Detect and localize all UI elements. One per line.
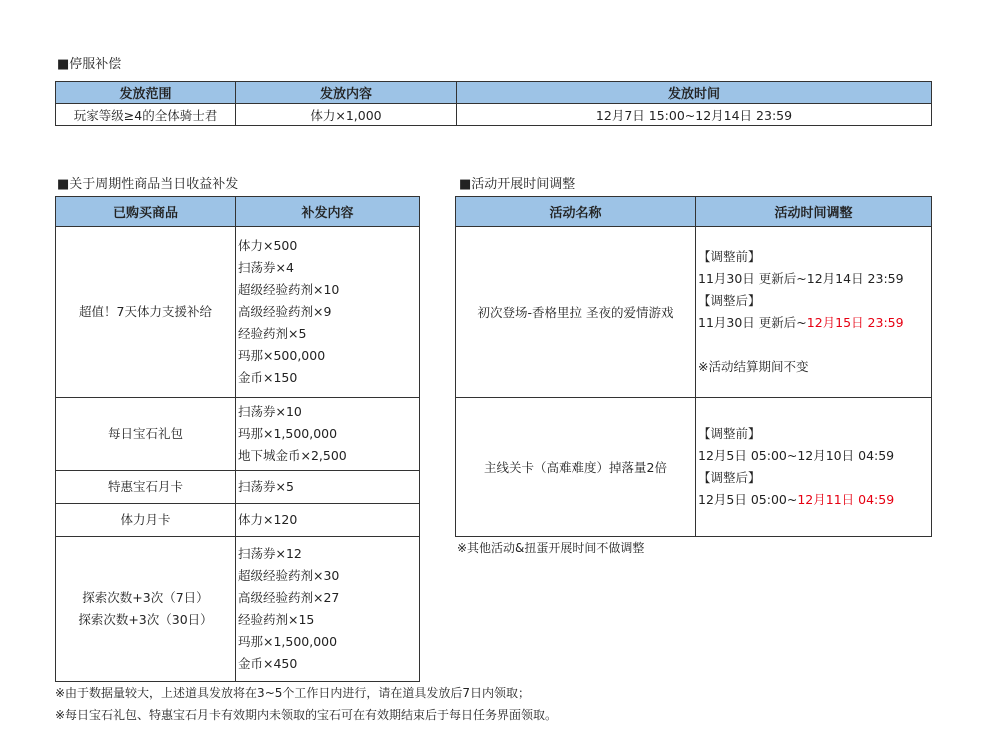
activity-name: 初次登场-香格里拉 圣夜的爱情游戏 [456, 227, 696, 398]
cell-time: 12月7日 15:00~12月14日 23:59 [457, 104, 932, 126]
supply-item: 玛那×500,000 [238, 348, 326, 363]
product-name: 每日宝石礼包 [107, 426, 183, 441]
periodic-table [55, 196, 420, 682]
header-activity-time: 活动时间调整 [696, 197, 932, 227]
after-time-highlight: 12月15日 23:59 [806, 315, 904, 330]
product-name: 超值！7天体力支援补给 [79, 304, 212, 319]
supply-item: 金币×450 [238, 656, 298, 671]
supply-item: 高级经验药剂×27 [238, 590, 340, 605]
supply-item: 经验药剂×5 [238, 326, 307, 341]
before-time: 11月30日 更新后~12月14日 23:59 [698, 271, 904, 286]
schedule-title: ■活动开展时间调整 [459, 177, 576, 192]
periodic-note-1: ※由于数据量较大，上述道具发放将在3~5个工作日内进行，请在道具发放后7日内领取； [55, 686, 531, 700]
after-label: 【调整后】 [698, 470, 761, 485]
table-row [456, 227, 932, 398]
table-row [56, 504, 420, 537]
supply-cell [236, 504, 420, 537]
schedule-table [455, 196, 932, 537]
after-time [698, 489, 931, 511]
activity-time-cell [696, 227, 932, 398]
supply-item: 扫荡券×4 [238, 260, 294, 275]
table-row [56, 471, 420, 504]
table-row [56, 227, 420, 398]
table-row [56, 398, 420, 471]
supply-item: 超级经验药剂×10 [238, 282, 340, 297]
supply-item: 地下城金币×2,500 [238, 448, 347, 463]
product-cell [56, 504, 236, 537]
header-scope: 发放范围 [56, 82, 236, 104]
after-time-highlight: 12月11日 04:59 [797, 492, 895, 507]
product-cell [56, 398, 236, 471]
header-product: 已购买商品 [56, 197, 236, 227]
after-time-prefix: 11月30日 更新后~ [698, 315, 807, 330]
product-name: 探索次数+3次（30日） [78, 612, 213, 627]
product-cell [56, 537, 236, 682]
spacer [698, 334, 931, 356]
compensation-table [55, 81, 932, 126]
header-supply: 补发内容 [236, 197, 420, 227]
supply-cell [236, 398, 420, 471]
product-name: 特惠宝石月卡 [107, 479, 183, 494]
supply-item: 扫荡券×10 [238, 404, 302, 419]
activity-remark: ※活动结算期间不变 [698, 359, 809, 374]
before-label: 【调整前】 [698, 249, 761, 264]
product-name: 体力月卡 [120, 512, 171, 527]
table-row [56, 537, 420, 682]
supply-item: 体力×500 [238, 238, 298, 253]
supply-item: 扫荡券×12 [238, 546, 302, 561]
supply-item: 超级经验药剂×30 [238, 568, 340, 583]
header-time: 发放时间 [457, 82, 932, 104]
supply-cell [236, 537, 420, 682]
supply-cell [236, 471, 420, 504]
before-label: 【调整前】 [698, 426, 761, 441]
cell-content: 体力×1,000 [236, 104, 457, 126]
table-row [456, 398, 932, 537]
periodic-title: ■关于周期性商品当日收益补发 [57, 177, 239, 192]
product-cell [56, 471, 236, 504]
activity-time-cell [696, 398, 932, 537]
supply-item: 经验药剂×15 [238, 612, 315, 627]
supply-cell [236, 227, 420, 398]
product-cell [56, 227, 236, 398]
after-time-prefix: 12月5日 05:00~ [698, 492, 798, 507]
schedule-note: ※其他活动&扭蛋开展时间不做调整 [457, 541, 645, 555]
supply-item: 高级经验药剂×9 [238, 304, 332, 319]
supply-item: 金币×150 [238, 370, 298, 385]
before-time: 12月5日 05:00~12月10日 04:59 [698, 448, 895, 463]
supply-item: 扫荡券×5 [238, 479, 294, 494]
activity-name: 主线关卡（高难难度）掉落量2倍 [456, 398, 696, 537]
cell-scope: 玩家等级≥4的全体骑士君 [56, 104, 236, 126]
compensation-title: ■停服补偿 [57, 57, 122, 72]
supply-item: 玛那×1,500,000 [238, 634, 338, 649]
after-time [698, 312, 931, 334]
header-activity-name: 活动名称 [456, 197, 696, 227]
after-label: 【调整后】 [698, 293, 761, 308]
periodic-note-2: ※每日宝石礼包、特惠宝石月卡有效期内未领取的宝石可在有效期结束后于每日任务界面领取。 [55, 708, 558, 722]
supply-item: 玛那×1,500,000 [238, 426, 338, 441]
header-content: 发放内容 [236, 82, 457, 104]
product-name: 探索次数+3次（7日） [82, 590, 209, 605]
supply-item: 体力×120 [238, 512, 298, 527]
